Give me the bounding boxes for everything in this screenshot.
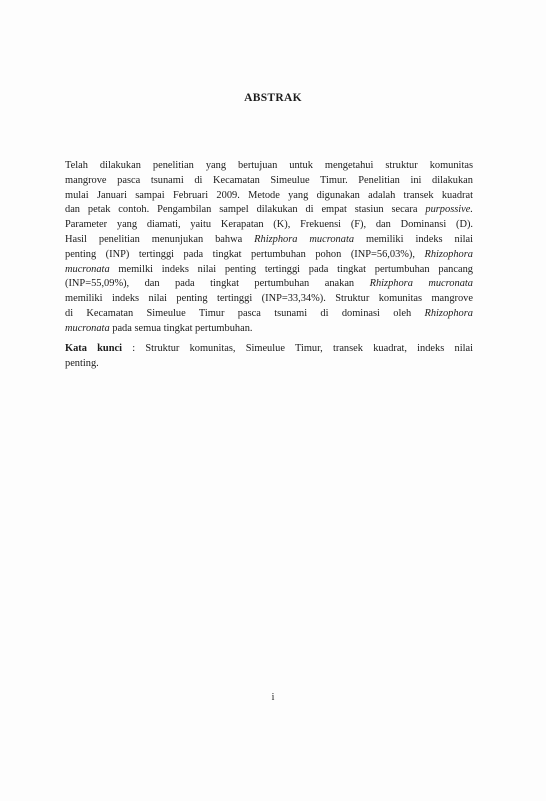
abstract-body [65,159,473,337]
page-title: ABSTRAK [244,92,302,104]
abstract-line: mulai Januari sampai Februari 2009. Metode yang digunakan adalah transek kuadrat [65,189,473,201]
keywords-text: Struktur komunitas, Simeulue Timur, transek kuadrat, indeks nilai [145,343,473,354]
abstract-line: memiliki indeks nilai penting tertinggi (INP=33,34%). Struktur komunitas mangrove [65,293,473,305]
abstract-line [65,277,473,292]
abstract-line: Telah dilakukan penelitian yang bertujuan untuk mengetahui struktur komunitas [65,160,473,171]
abstract-line [65,203,473,218]
abstract-text: Hasil penelitian menunjukan bahwa [65,233,243,245]
abstract-line [65,307,473,322]
species-name: Rhizphora mucronata [369,278,473,290]
keywords-label: Kata kunci [65,343,122,354]
abstract-text: (INP=55,09%), dan pada tingkat pertumbuhan anakan [65,278,355,290]
abstract-line: Parameter yang diamati, yaitu Kerapatan (K), Frekuensi (F), dan Dominansi (D). [65,219,473,231]
abstract-text: penting (INP) tertinggi pada tingkat pertumbuhan pohon (INP=56,03%), [65,248,415,260]
abstract-line [65,322,473,337]
abstract-line [65,233,473,248]
keywords-separator: : [132,343,136,354]
abstract-text: pada semua tingkat pertumbuhan. [112,322,253,334]
abstract-text: memilki indeks nilai penting tertinggi pada tingkat pertumbuhan pancang [118,263,473,275]
abstract-text: di Kecamatan Simeulue Timur pasca tsunami di dominasi oleh [65,307,412,319]
italic-term: purpossive. [425,204,473,216]
abstract-line [65,263,473,278]
species-name: mucronata [65,263,110,275]
keywords-block [65,341,473,371]
keywords-line: penting. [65,358,99,369]
abstract-text: memiliki indeks nilai [365,233,473,245]
species-name: Rhizophora [424,248,473,260]
species-name: Rhizphora mucronata [254,233,355,245]
abstract-line: mangrove pasca tsunami di Kecamatan Simeulue Timur. Penelitian ini dilakukan [65,174,473,186]
species-name: Rhizophora [424,307,473,319]
species-name: mucronata [65,322,110,334]
abstract-text: dan petak contoh. Pengambilan sampel dilakukan di empat stasiun secara [65,204,418,216]
abstract-line [65,248,473,263]
keywords-line [65,341,473,356]
page-number: i [271,692,275,703]
